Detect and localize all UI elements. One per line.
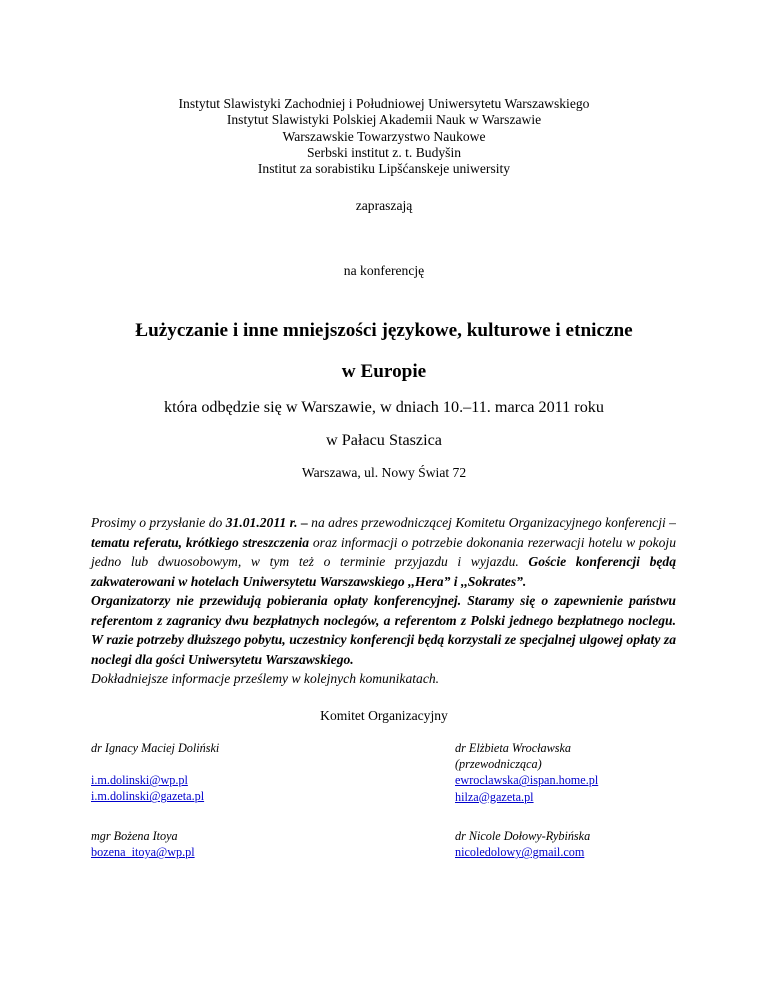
institution-line: Warszawskie Towarzystwo Naukowe xyxy=(282,128,486,144)
institution-line: Serbski institut z. t. Budyšin xyxy=(306,144,462,160)
emphasis-text: tematu referatu, krótkiego streszczenia xyxy=(91,534,310,550)
emphasis-text: Organizatorzy nie przewidują pobierania opłaty konferencyjnej. Staramy się o zapewnienie państwu referentom z zagranicy dwu bezpłatnych noclegów, a referentom z Polski jednego bezpłatnego noclegu. W razie potrzeby dłuższego pobytu, uczestnicy konferencji będą korzystali ze specjalnej ulgowej opłaty za noclegi dla gości Uniwersytetu Warszawskiego. xyxy=(91,593,676,667)
member-name: dr Ignacy Maciej Doliński xyxy=(91,741,220,755)
member-dolowy xyxy=(455,828,590,860)
paragraph-fees xyxy=(91,591,676,669)
text-span: Prosimy o przysłanie do xyxy=(91,515,226,530)
institution-line: Instytut Slawistyki Zachodniej i Południowej Uniwersytetu Warszawskiego xyxy=(178,96,590,111)
email-link[interactable]: hilza@gazeta.pl xyxy=(455,789,534,804)
information-paragraphs xyxy=(91,513,676,689)
institutions-list xyxy=(0,96,768,177)
institution-line: Instytut Slawistyki Polskiej Akademii Nauk w Warszawie xyxy=(226,112,542,128)
member-dolinski xyxy=(91,740,219,805)
to-conference-text: na konferencję xyxy=(343,263,425,278)
institution-line: Institut za sorabistiku Lipšćanskeje uniwersity xyxy=(257,161,511,177)
email-link[interactable]: i.m.dolinski@wp.pl xyxy=(91,773,188,788)
invite-text: zapraszają xyxy=(355,198,413,213)
member-role: (przewodnicząca) xyxy=(455,757,542,772)
member-name: mgr Bożena Itoya xyxy=(91,829,178,843)
conference-title-line2: w Europie xyxy=(341,361,427,382)
deadline-date: 31.01.2011 r. – xyxy=(225,515,308,530)
paragraph-info: Dokładniejsze informacje prześlemy w kolejnych komunikatach. xyxy=(91,671,440,686)
member-name: dr Elżbieta Wrocławska xyxy=(455,741,572,755)
conference-address: Warszawa, ul. Nowy Świat 72 xyxy=(301,465,467,480)
email-link[interactable]: nicoledolowy@gmail.com xyxy=(455,845,585,860)
text-span: na adres przewodniczącej Komitetu Organizacyjnego konferencji – xyxy=(307,515,676,530)
text-span: oraz informacji o potrzebie dokonania rezerwacji hotelu w pokoju jedno lub dwuosobowym, w tym też o terminie przyjazdu i wyjazdu. xyxy=(91,534,676,569)
conference-dates: która odbędzie się w Warszawie, w dniach 10.–11. marca 2011 roku xyxy=(164,398,604,416)
email-link[interactable]: bozena_itoya@wp.pl xyxy=(91,845,195,860)
member-name: dr Nicole Dołowy-Rybińska xyxy=(455,829,591,843)
member-wroclawska xyxy=(455,740,598,805)
emphasis-text: Goście konferencji będą zakwaterowani w hotelach Uniwersytetu Warszawskiego ,,Hera” i ,,Sokrates”. xyxy=(91,554,676,589)
member-itoya xyxy=(91,828,195,860)
paragraph-submission xyxy=(91,513,676,591)
email-link[interactable]: i.m.dolinski@gazeta.pl xyxy=(91,789,205,804)
email-link[interactable]: ewroclawska@ispan.home.pl xyxy=(455,773,599,788)
conference-title-line1: Łużyczanie i inne mniejszości językowe, kulturowe i etniczne xyxy=(135,320,633,341)
committee-heading: Komitet Organizacyjny xyxy=(320,708,448,723)
spacer xyxy=(91,756,219,772)
conference-venue: w Pałacu Staszica xyxy=(326,431,442,449)
